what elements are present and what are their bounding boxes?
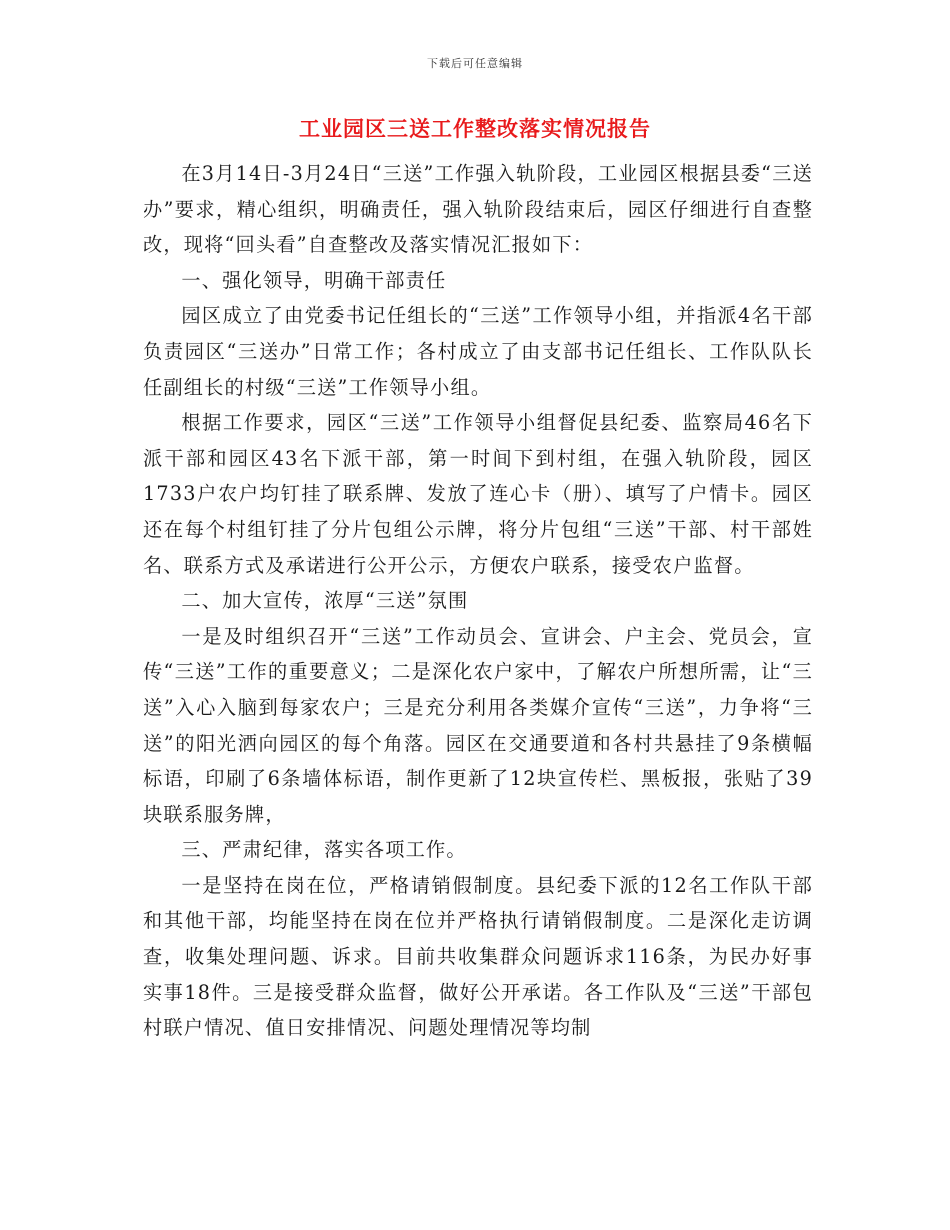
- section-heading-2: 二、加大宣传，浓厚“三送”氛围: [181, 589, 469, 613]
- section-heading-3: 三、严肃纪律，落实各项工作。: [181, 838, 467, 862]
- paragraph-requirements: 根据工作要求，园区“三送”工作领导小组督促县纪委、监察局46名下派干部和园区43名下派干部，第一时间下到村组，在强入轨阶段，园区1733户农户均钉挂了联系牌、发放了连心卡（册）、填写了户情卡。园区还在每个村组钉挂了分片包组公示牌，将分片包组“三送”干部、村干部姓名、联系方式及承诺进行公开公示，方便农户联系，接受农户监督。: [143, 411, 813, 577]
- paragraph-leadership: 园区成立了由党委书记任组长的“三送”工作领导小组，并指派4名干部负责园区“三送办”日常工作；各村成立了由支部书记任组长、工作队队长任副组长的村级“三送”工作领导小组。: [143, 304, 813, 399]
- header-note: 下载后可任意编辑: [427, 57, 523, 70]
- paragraph-discipline: 一是坚持在岗在位，严格请销假制度。县纪委下派的12名工作队干部和其他干部，均能坚持在岗在位并严格执行请销假制度。二是深化走访调查，收集处理问题、诉求。目前共收集群众问题诉求116条，为民办好事实事18件。三是接受群众监督，做好公开承诺。各工作队及“三送”干部包村联户情况、值日安排情况、问题处理情况等均制: [143, 873, 813, 1040]
- section-heading-1: 一、强化领导，明确干部责任: [181, 268, 447, 292]
- document-body: [143, 156, 813, 1046]
- paragraph-intro: 在3月14日-3月24日“三送”工作强入轨阶段，工业园区根据县委“三送办”要求，精心组织，明确责任，强入轨阶段结束后，园区仔细进行自查整改，现将“回头看”自查整改及落实情况汇报如下：: [143, 162, 813, 257]
- document-title: 工业园区三送工作整改落实情况报告: [299, 116, 651, 141]
- paragraph-publicity: 一是及时组织召开“三送”工作动员会、宣讲会、户主会、党员会，宣传“三送”工作的重要意义；二是深化农户家中，了解农户所想所需，让“三送”入心入脑到每家农户；三是充分利用各类媒介宣传“三送”，力争将“三送”的阳光洒向园区的每个角落。园区在交通要道和各村共悬挂了9条横幅标语，印刷了6条墙体标语，制作更新了12块宣传栏、黑板报，张贴了39块联系服务牌，: [143, 624, 813, 826]
